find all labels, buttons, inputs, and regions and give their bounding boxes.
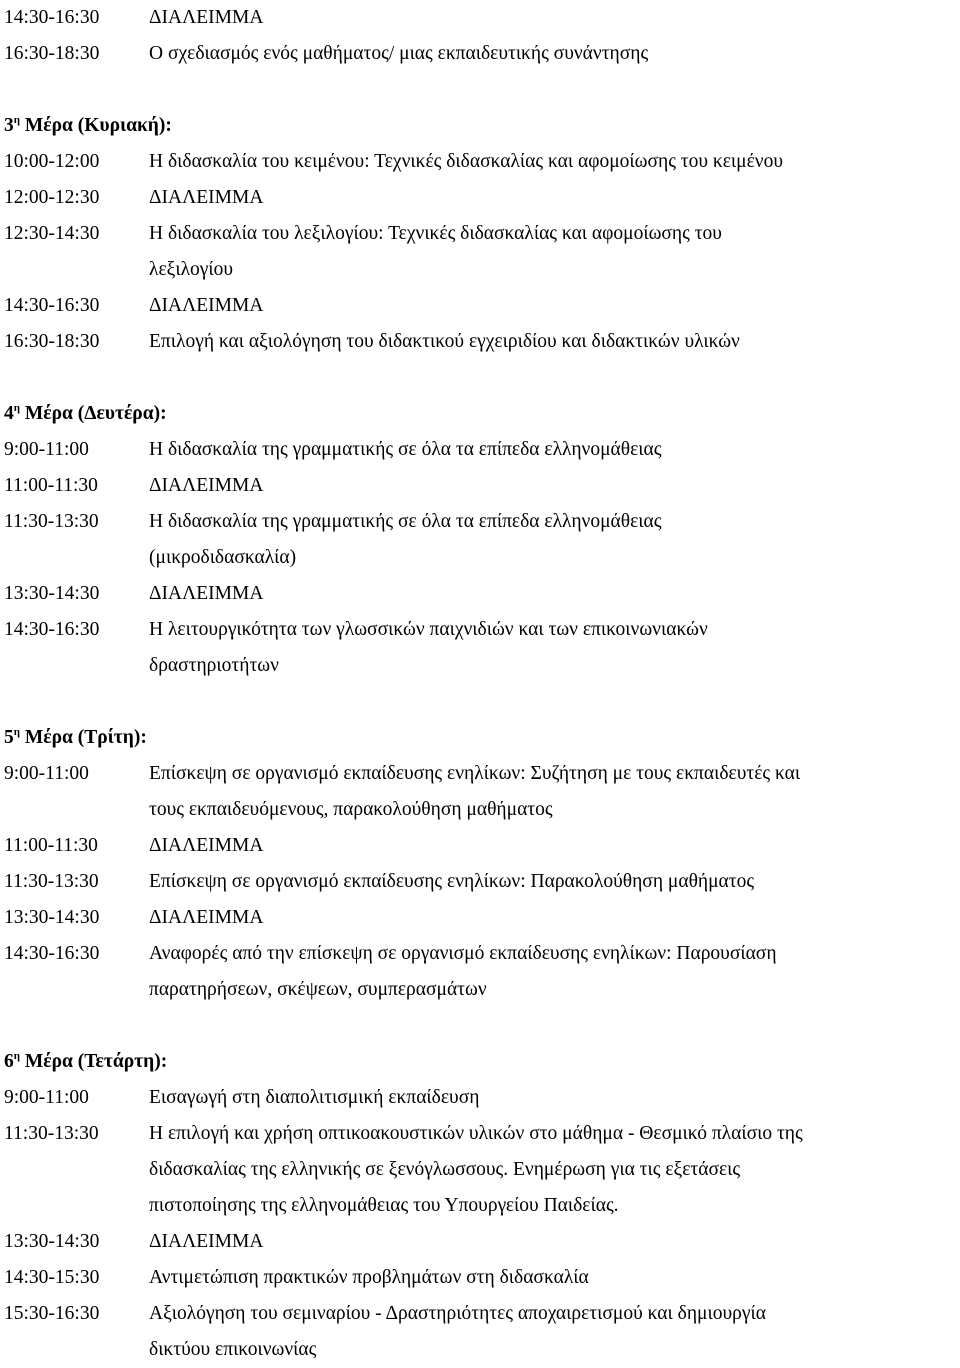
session-text-line: Εισαγωγή στη διαπολιτισμική εκπαίδευση bbox=[149, 1087, 480, 1108]
session-description bbox=[149, 828, 954, 864]
session-text-line: Η διδασκαλία της γραμματικής σε όλα τα επίπεδα ελληνομάθειας bbox=[149, 439, 662, 460]
session-text-line: ΔΙΑΛΕΙΜΜΑ bbox=[149, 7, 264, 28]
schedule-row bbox=[4, 36, 954, 72]
day-ordinal-suffix: η bbox=[13, 1050, 20, 1062]
session-description bbox=[149, 1224, 954, 1260]
time-slot: 14:30-16:30 bbox=[4, 7, 100, 28]
day-number: 6 bbox=[4, 1051, 14, 1072]
session-description bbox=[149, 504, 954, 576]
session-description bbox=[149, 612, 954, 684]
time-slot: 9:00-11:00 bbox=[4, 763, 89, 784]
session-description bbox=[149, 144, 954, 180]
session-text-line: δραστηριοτήτων bbox=[149, 655, 279, 676]
session-text-line: Η επιλογή και χρήση οπτικοακουστικών υλικών στο μάθημα - Θεσμικό πλαίσιο της bbox=[149, 1123, 803, 1144]
session-text-line: διδασκαλίας της ελληνικής σε ξενόγλωσσους. Ενημέρωση για τις εξετάσεις bbox=[149, 1159, 741, 1180]
session-description bbox=[149, 324, 954, 360]
schedule-document bbox=[4, 0, 954, 1368]
schedule-row bbox=[4, 324, 954, 360]
session-text-line: Αναφορές από την επίσκεψη σε οργανισμό εκπαίδευσης ενηλίκων: Παρουσίαση bbox=[149, 943, 777, 964]
time-slot: 11:30-13:30 bbox=[4, 1123, 99, 1144]
session-text-line: τους εκπαιδευόμενους, παρακολούθηση μαθήματος bbox=[149, 799, 553, 820]
schedule-row bbox=[4, 0, 954, 36]
time-slot: 16:30-18:30 bbox=[4, 331, 100, 352]
session-description bbox=[149, 1080, 954, 1116]
time-slot: 9:00-11:00 bbox=[4, 1087, 89, 1108]
session-text-line: ΔΙΑΛΕΙΜΜΑ bbox=[149, 187, 264, 208]
session-text-line: ΔΙΑΛΕΙΜΜΑ bbox=[149, 475, 264, 496]
time-slot: 9:00-11:00 bbox=[4, 439, 89, 460]
schedule-row bbox=[4, 468, 954, 504]
session-text-line: Η λειτουργικότητα των γλωσσικών παιχνιδιών και των επικοινωνιακών bbox=[149, 619, 708, 640]
schedule-row bbox=[4, 900, 954, 936]
time-slot: 12:00-12:30 bbox=[4, 187, 100, 208]
time-slot: 11:30-13:30 bbox=[4, 511, 99, 532]
session-description bbox=[149, 0, 954, 36]
schedule-day-block bbox=[4, 720, 954, 1008]
schedule-row bbox=[4, 828, 954, 864]
session-description bbox=[149, 1296, 954, 1368]
session-description bbox=[149, 756, 954, 828]
session-description bbox=[149, 1116, 954, 1224]
session-text-line: ΔΙΑΛΕΙΜΜΑ bbox=[149, 907, 264, 928]
time-slot: 11:00-11:30 bbox=[4, 475, 98, 496]
session-text-line: δικτύου επικοινωνίας bbox=[149, 1339, 317, 1360]
session-text-line: Ο σχεδιασμός ενός μαθήματος/ μιας εκπαιδευτικής συνάντησης bbox=[149, 43, 649, 64]
time-slot: 13:30-14:30 bbox=[4, 1231, 100, 1252]
session-text-line: παρατηρήσεων, σκέψεων, συμπερασμάτων bbox=[149, 979, 487, 1000]
day-ordinal-suffix: η bbox=[13, 114, 20, 126]
session-text-line: Επίσκεψη σε οργανισμό εκπαίδευσης ενηλίκων: Συζήτηση με τους εκπαιδευτές και bbox=[149, 763, 801, 784]
day-number: 3 bbox=[4, 115, 14, 136]
session-description bbox=[149, 216, 954, 288]
session-text-line: Αντιμετώπιση πρακτικών προβλημάτων στη διδασκαλία bbox=[149, 1267, 589, 1288]
session-text-line: λεξιλογίου bbox=[149, 259, 234, 280]
time-slot: 14:30-16:30 bbox=[4, 619, 100, 640]
schedule-day-block bbox=[4, 396, 954, 684]
schedule-row bbox=[4, 936, 954, 1008]
schedule-row bbox=[4, 756, 954, 828]
session-text-line: Επιλογή και αξιολόγηση του διδακτικού εγχειριδίου και διδακτικών υλικών bbox=[149, 331, 740, 352]
day-heading bbox=[4, 396, 954, 432]
session-text-line: (μικροδιδασκαλία) bbox=[149, 547, 297, 568]
day-title: Μέρα (Τετάρτη): bbox=[20, 1051, 168, 1072]
time-slot: 12:30-14:30 bbox=[4, 223, 100, 244]
session-text-line: ΔΙΑΛΕΙΜΜΑ bbox=[149, 1231, 264, 1252]
schedule-row bbox=[4, 504, 954, 576]
time-slot: 13:30-14:30 bbox=[4, 583, 100, 604]
day-heading bbox=[4, 108, 954, 144]
schedule-row bbox=[4, 576, 954, 612]
session-description bbox=[149, 576, 954, 612]
session-description bbox=[149, 288, 954, 324]
session-description bbox=[149, 432, 954, 468]
session-description bbox=[149, 1260, 954, 1296]
session-text-line: Η διδασκαλία του λεξιλογίου: Τεχνικές διδασκαλίας και αφομοίωσης του bbox=[149, 223, 722, 244]
session-text-line: ΔΙΑΛΕΙΜΜΑ bbox=[149, 295, 264, 316]
session-description bbox=[149, 468, 954, 504]
session-description bbox=[149, 900, 954, 936]
day-number: 4 bbox=[4, 403, 14, 424]
session-text-line: Η διδασκαλία της γραμματικής σε όλα τα επίπεδα ελληνομάθειας bbox=[149, 511, 662, 532]
day-heading bbox=[4, 1044, 954, 1080]
session-description bbox=[149, 36, 954, 72]
time-slot: 10:00-12:00 bbox=[4, 151, 100, 172]
session-text-line: ΔΙΑΛΕΙΜΜΑ bbox=[149, 835, 264, 856]
schedule-row bbox=[4, 288, 954, 324]
time-slot: 14:30-16:30 bbox=[4, 943, 100, 964]
session-description bbox=[149, 864, 954, 900]
day-heading bbox=[4, 720, 954, 756]
time-slot: 13:30-14:30 bbox=[4, 907, 100, 928]
schedule-row bbox=[4, 144, 954, 180]
schedule-day-block bbox=[4, 108, 954, 360]
schedule-row bbox=[4, 1260, 954, 1296]
session-description bbox=[149, 180, 954, 216]
session-text-line: Επίσκεψη σε οργανισμό εκπαίδευσης ενηλίκων: Παρακολούθηση μαθήματος bbox=[149, 871, 755, 892]
time-slot: 14:30-15:30 bbox=[4, 1267, 100, 1288]
day-title: Μέρα (Κυριακή): bbox=[20, 115, 172, 136]
day-title: Μέρα (Δευτέρα): bbox=[20, 403, 167, 424]
time-slot: 14:30-16:30 bbox=[4, 295, 100, 316]
schedule-row bbox=[4, 1116, 954, 1224]
time-slot: 11:30-13:30 bbox=[4, 871, 99, 892]
session-text-line: Η διδασκαλία του κειμένου: Τεχνικές διδασκαλίας και αφομοίωσης του κειμένου bbox=[149, 151, 784, 172]
session-text-line: πιστοποίησης της ελληνομάθειας του Υπουργείου Παιδείας. bbox=[149, 1195, 619, 1216]
schedule-row bbox=[4, 1296, 954, 1368]
schedule-row bbox=[4, 432, 954, 468]
schedule-day-block bbox=[4, 0, 954, 72]
session-text-line: Αξιολόγηση του σεμιναρίου - Δραστηριότητες αποχαιρετισμού και δημιουργία bbox=[149, 1303, 766, 1324]
time-slot: 11:00-11:30 bbox=[4, 835, 98, 856]
schedule-row bbox=[4, 180, 954, 216]
schedule-row bbox=[4, 1080, 954, 1116]
day-title: Μέρα (Τρίτη): bbox=[20, 727, 147, 748]
schedule-day-block bbox=[4, 1044, 954, 1368]
day-ordinal-suffix: η bbox=[13, 402, 20, 414]
schedule-row bbox=[4, 216, 954, 288]
time-slot: 15:30-16:30 bbox=[4, 1303, 100, 1324]
schedule-row bbox=[4, 612, 954, 684]
time-slot: 16:30-18:30 bbox=[4, 43, 100, 64]
session-description bbox=[149, 936, 954, 1008]
day-ordinal-suffix: η bbox=[13, 726, 20, 738]
schedule-row bbox=[4, 1224, 954, 1260]
session-text-line: ΔΙΑΛΕΙΜΜΑ bbox=[149, 583, 264, 604]
schedule-row bbox=[4, 864, 954, 900]
day-number: 5 bbox=[4, 727, 14, 748]
